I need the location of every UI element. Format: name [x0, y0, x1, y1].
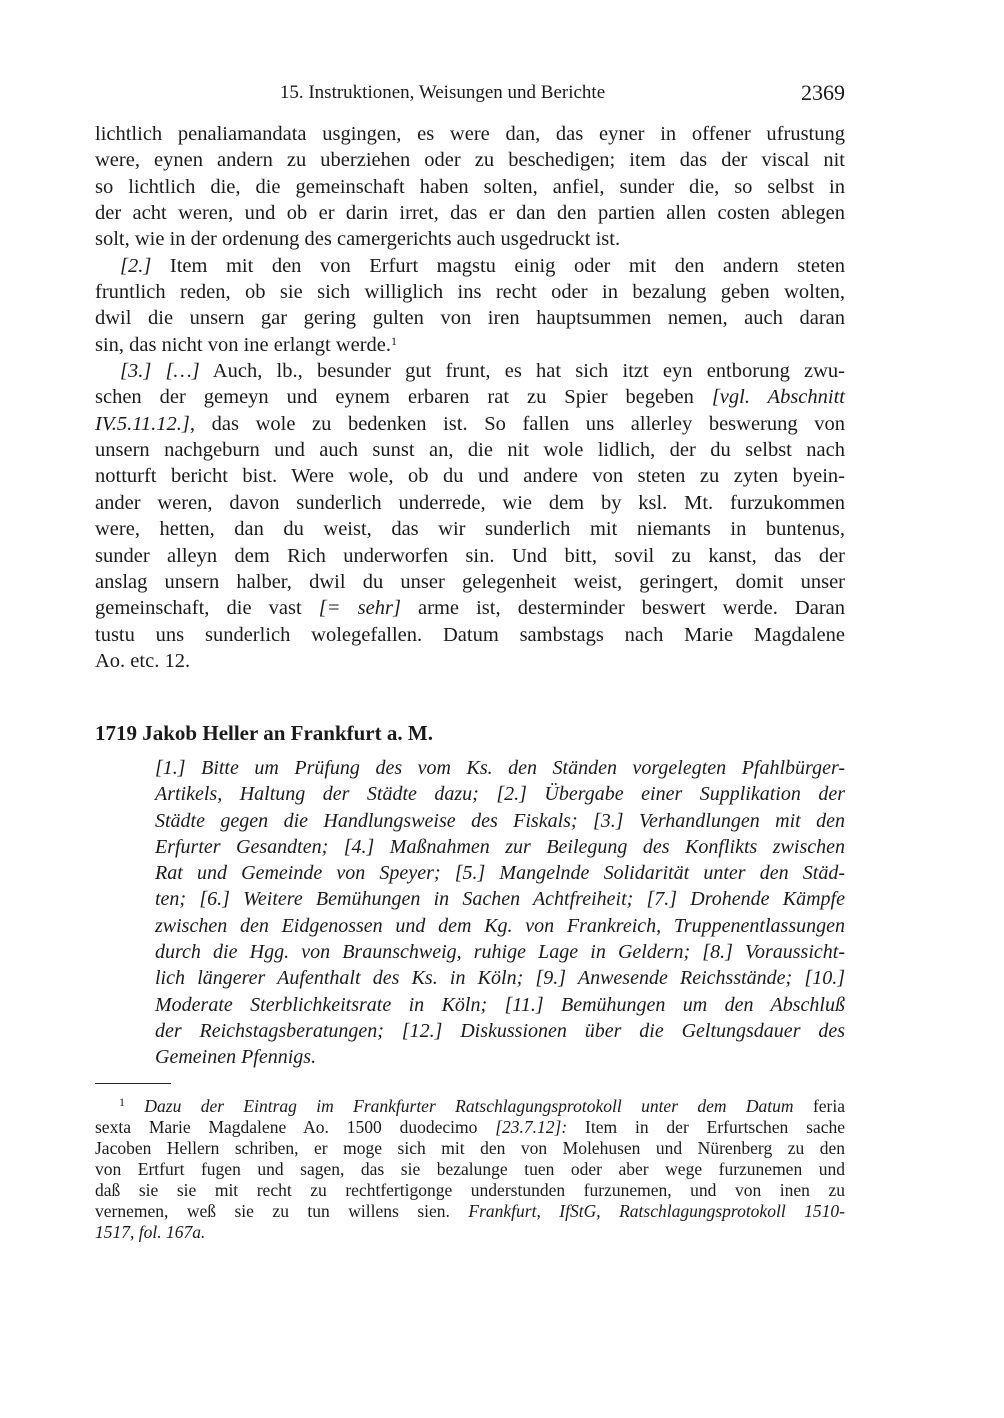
- summary-line: Artikels, Haltung der Städte dazu; [2.] Übergabe einer Supplikation der: [155, 783, 845, 806]
- entry-heading: 1719 Jakob Heller an Frankfurt a. M.: [95, 721, 433, 745]
- text-segment: Item mit den von Erfurt magstu einig oder mit den andern steten: [151, 254, 845, 277]
- text-line: [95, 332, 845, 358]
- text-line: [95, 411, 845, 437]
- footnote-marker[interactable]: 1: [391, 333, 398, 348]
- text-line: [95, 226, 845, 252]
- summary-line: durch die Hgg. von Braunschweig, ruhige Lage in Geldern; [8.] Voraussicht-: [155, 941, 845, 964]
- text-segment: von Ertfurt fugen und sagen, das sie bezalunge tuen oder aber wege furzunemen und: [95, 1159, 845, 1179]
- entry-summary: [155, 755, 845, 1071]
- main-text: [95, 121, 845, 674]
- text-line: [95, 463, 845, 489]
- text-segment: dwil die unsern gar gering gulten von iren hauptsummen nemen, auch daran: [95, 307, 845, 330]
- text-line: [95, 1117, 845, 1138]
- text-line: [95, 648, 845, 674]
- text-segment: sunder alleyn dem Rich underworfen sin. Und bitt, sovil zu kanst, das der: [95, 544, 845, 567]
- text-line: [95, 543, 845, 569]
- text-segment: ander weren, davon sunderlich underrede, wie dem by ksl. Mt. furzukommen: [95, 491, 845, 514]
- text-segment: arme ist, desterminder beswert werde. Daran: [400, 597, 846, 620]
- running-head: 15. Instruktionen, Weisungen und Berichte: [279, 82, 606, 103]
- text-segment: so lichtlich die, die gemeinschaft haben solten, anfiel, sunder die, so selbst in: [95, 175, 845, 198]
- text-segment: lichtlich penaliamandata usgingen, es were dan, das eyner in offener ufrustung: [95, 123, 845, 145]
- text-segment: [2.]: [120, 254, 152, 277]
- text-segment: [3.] […]: [120, 360, 200, 383]
- text-segment: vernemen, weß sie zu tun willens sien.: [95, 1201, 469, 1221]
- summary-line: Rat und Gemeinde von Speyer; [5.] Mangelnde Solidarität unter den Städ-: [155, 862, 845, 885]
- footnote-rule: [95, 1083, 171, 1084]
- text-line: [95, 147, 845, 173]
- text-line: [95, 200, 845, 226]
- summary-line: Städte gegen die Handlungsweise des Fiskals; [3.] Verhandlungen mit den: [155, 809, 845, 832]
- text-segment: tustu uns sunderlich wolegefallen. Datum sambstags nach Marie Magdalene: [95, 623, 845, 646]
- text-line: [95, 595, 845, 621]
- text-segment: fruntlich reden, ob sie sich williglich ins recht oder in bezalung geben wolten,: [95, 281, 845, 304]
- text-segment: sexta Marie Magdalene Ao. 1500 duodecimo: [95, 1117, 496, 1137]
- text-line: [95, 384, 845, 410]
- text-line: [95, 569, 845, 595]
- text-line: [95, 121, 845, 147]
- text-segment: were, hetten, dan du weist, das wir sunderlich mit niemants in buntenus,: [95, 518, 845, 541]
- summary-line: der Reichstagsberatungen; [12.] Diskussionen über die Geltungsdauer des: [155, 1019, 845, 1042]
- summary-line: lich längerer Aufenthalt des Ks. in Köln; [9.] Anwesende Reichsstände; [10.]: [155, 967, 845, 990]
- text-segment: Frankfurt, IfStG, Ratschlagungsprotokoll 1510-: [468, 1201, 845, 1221]
- text-segment: IV.5.11.12.]: [95, 412, 190, 435]
- text-segment: daß sie sie mit recht zu rechtfertigonge understunden furzunemen, und von inen zu: [95, 1180, 845, 1200]
- text-line: [95, 1222, 845, 1243]
- text-segment: feria: [793, 1096, 845, 1116]
- text-segment: [= sehr]: [318, 597, 401, 620]
- text-line: [95, 1180, 845, 1201]
- text-line: [95, 305, 845, 331]
- text-line: [95, 253, 845, 279]
- text-line: [95, 1096, 845, 1117]
- text-segment: sin, das nicht von ine erlangt werde.: [95, 333, 392, 356]
- text-line: [95, 1159, 845, 1180]
- footnote: [95, 1096, 845, 1243]
- summary-line: [1.] Bitte um Prüfung des vom Ks. den Ständen vorgelegten Pfahlbürger-: [155, 757, 845, 779]
- text-line: [95, 174, 845, 200]
- text-line: [95, 279, 845, 305]
- text-segment: [125, 1096, 144, 1116]
- text-segment: , das wole zu bedenken ist. So fallen uns allerley beswerung von: [189, 412, 845, 435]
- text-segment: 1517, fol. 167a.: [95, 1222, 206, 1242]
- summary-line: ten; [6.] Weitere Bemühungen in Sachen Achtfreiheit; [7.] Drohende Kämpfe: [155, 888, 845, 911]
- text-segment: Ao. etc. 12.: [95, 649, 191, 672]
- text-line: [95, 1201, 845, 1222]
- text-segment: [vgl. Abschnitt: [711, 386, 845, 409]
- text-segment: anslag unsern halber, dwil du unser gelegenheit weist, geringert, domit unser: [95, 570, 845, 593]
- summary-line: Erfurter Gesandten; [4.] Maßnahmen zur Beilegung des Konflikts zwischen: [155, 835, 845, 858]
- text-segment: unsern nachgeburn und auch sunst an, die nit wole lidlich, der du selbst nach: [95, 439, 845, 462]
- text-segment: Dazu der Eintrag im Frankfurter Ratschlagungsprotokoll unter dem Datum: [144, 1096, 794, 1116]
- text-line: [95, 622, 845, 648]
- text-segment: Jacoben Hellern schriben, er moge sich mit den von Molehusen und Nürenberg zu den: [95, 1138, 845, 1158]
- summary-line: zwischen den Eidgenossen und dem Kg. von Frankreich, Truppenentlassungen: [155, 914, 845, 937]
- text-segment: schen der gemeyn und eynem erbaren rat zu Spier begeben: [95, 386, 712, 409]
- text-segment: Item in der Erfurtschen sache: [567, 1117, 845, 1137]
- text-line: [95, 490, 845, 516]
- text-segment: were, eynen andern zu uberziehen oder zu beschedigen; item das der viscal nit: [95, 149, 845, 172]
- text-line: [95, 516, 845, 542]
- summary-line: Moderate Sterblichkeitsrate in Köln; [11.] Bemühungen um den Abschluß: [155, 993, 845, 1016]
- text-segment: [23.7.12]:: [495, 1117, 568, 1137]
- text-segment: der acht weren, und ob er darin irret, das er dan den partien allen costen ablegen: [95, 202, 845, 225]
- text-line: [95, 437, 845, 463]
- text-segment: Auch, lb., besunder gut frunt, es hat sich itzt eyn entborung zwu-: [199, 360, 846, 383]
- page-number: 2369: [801, 80, 845, 105]
- footnote-marker[interactable]: 1: [119, 1095, 125, 1109]
- summary-line: Gemeinen Pfennigs.: [155, 1046, 317, 1069]
- text-segment: gemeinschaft, die vast: [95, 597, 319, 620]
- text-segment: notturft bericht bist. Were wole, ob du und andere von steten zu zyten byein-: [95, 465, 845, 488]
- text-line: [95, 358, 845, 384]
- text-segment: solt, wie in der ordenung des camergerichts auch usgedruckt ist.: [95, 228, 621, 251]
- text-line: [95, 1138, 845, 1159]
